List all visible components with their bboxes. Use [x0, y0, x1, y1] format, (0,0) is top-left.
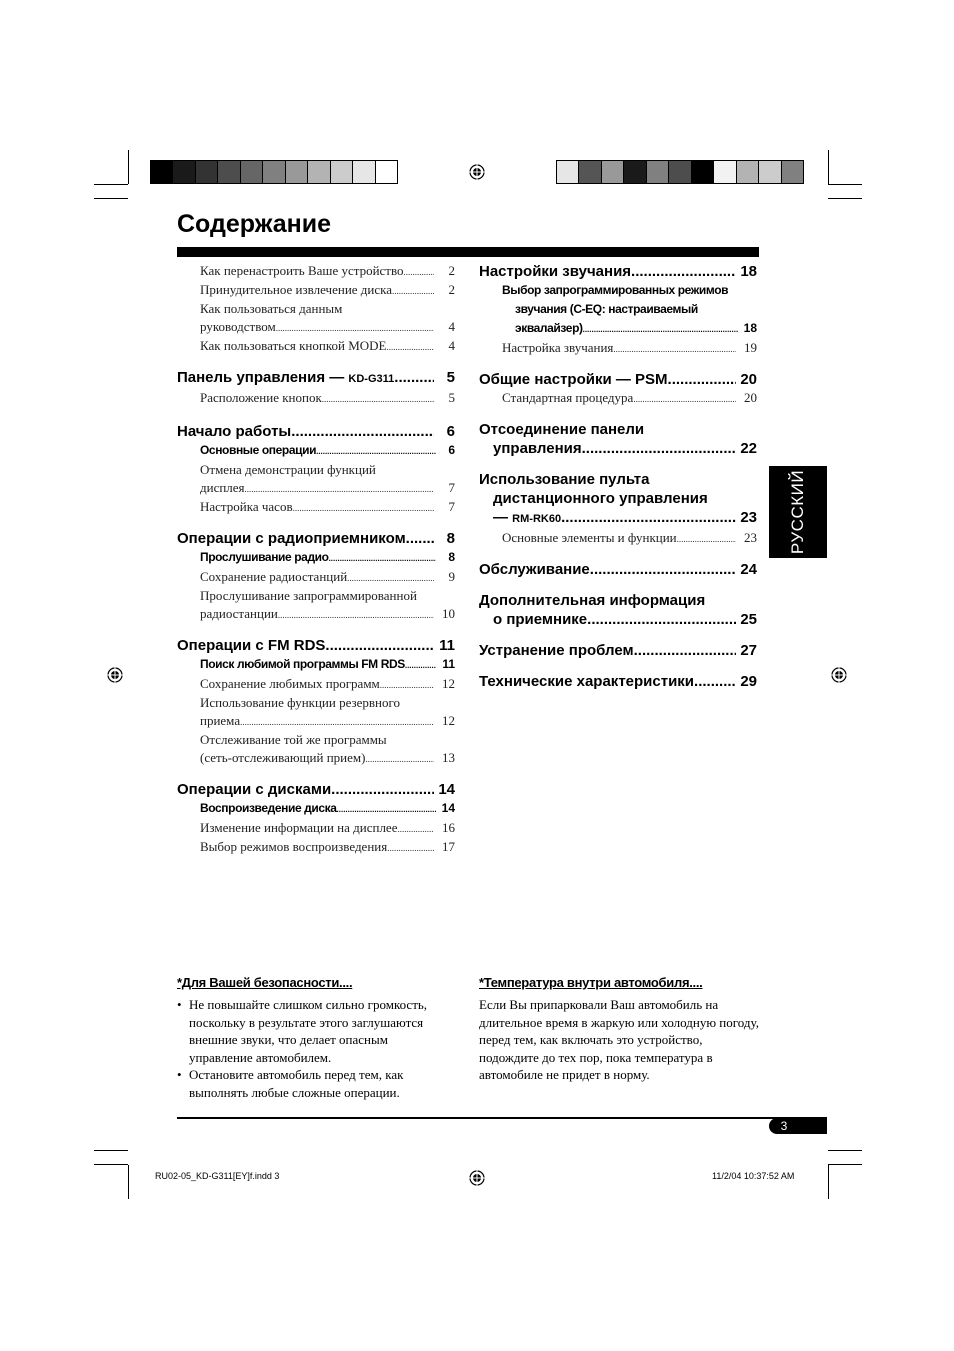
color-swatch: [196, 161, 218, 183]
toc-item-line: Использование функции резервного: [200, 695, 401, 710]
toc-item[interactable]: Как пользоваться кнопкой MODE ..... 4: [177, 337, 455, 356]
safety-note: [177, 975, 447, 1101]
page-number-tab: [769, 1118, 827, 1134]
crop-mark: [94, 1164, 128, 1165]
crop-mark: [94, 198, 128, 199]
toc-section-radio[interactable]: Операции с радиоприемником ..... 8: [177, 529, 455, 548]
crop-mark: [94, 1150, 128, 1151]
toc-item[interactable]: Основные элементы и функции ..... 23: [479, 529, 757, 548]
toc-item[interactable]: Стандартная процедура ..... 20: [479, 389, 757, 408]
toc-item[interactable]: радиостанции ..... 10: [177, 605, 455, 624]
toc-left-column: [177, 262, 455, 857]
toc-section-service[interactable]: Обслуживание ..... 24: [479, 560, 757, 579]
color-swatch: [151, 161, 173, 183]
toc-section-remote[interactable]: — RM-RK60 ..... 23: [479, 508, 757, 529]
registration-mark-icon: [107, 667, 123, 683]
language-label: РУССКИЙ: [788, 469, 807, 555]
toc-item-bold[interactable]: эквалайзер) ..... 18: [479, 319, 757, 339]
toc-item[interactable]: дисплея ..... 7: [177, 479, 455, 498]
temperature-heading: *Температура внутри автомобиля....: [479, 975, 703, 990]
toc-item[interactable]: Принудительное извлечение диска ..... 2: [177, 281, 455, 300]
crop-mark: [94, 184, 128, 185]
color-swatch: [782, 161, 803, 183]
toc-item[interactable]: Выбор режимов воспроизведения ..... 17: [177, 838, 455, 857]
color-swatch: [692, 161, 714, 183]
crop-mark: [828, 1165, 829, 1199]
toc-item-line: Отслеживание той же программы: [200, 732, 387, 747]
toc-section-sound[interactable]: Настройки звучания ..... 18: [479, 262, 757, 281]
toc-section-receiver[interactable]: о приемнике ..... 25: [479, 610, 757, 629]
toc-item-line: Как пользоваться данным: [200, 301, 343, 316]
list-item: • Остановите автомобиль перед тем, как выполнять любые сложные операции.: [177, 1066, 447, 1101]
color-calibration-bar-left: [150, 160, 398, 184]
toc-item[interactable]: руководством ..... 4: [177, 318, 455, 337]
color-swatch: [173, 161, 195, 183]
color-swatch: [241, 161, 263, 183]
footer-date: 11/2/04 10:37:52 AM: [712, 1171, 795, 1181]
registration-mark-icon: [469, 1170, 485, 1186]
toc-item[interactable]: Настройка звучания ..... 19: [479, 339, 757, 358]
color-swatch: [714, 161, 736, 183]
color-swatch: [737, 161, 759, 183]
color-swatch: [353, 161, 375, 183]
toc-item-line: Отмена демонстрации функций: [200, 462, 376, 477]
toc-item[interactable]: приема ..... 12: [177, 712, 455, 731]
toc-item[interactable]: Настройка часов ..... 7: [177, 498, 455, 517]
toc-section-detach[interactable]: управления ..... 22: [479, 439, 757, 458]
color-swatch: [602, 161, 624, 183]
color-swatch: [308, 161, 330, 183]
toc-section-disc[interactable]: Операции с дисками ..... 14: [177, 780, 455, 799]
temperature-text: Если Вы припарковали Ваш автомобиль на длительное время в жаркую или холодную погоду, перед тем, как включать это устройство, подождите до тех пор, пока температура в автомобиле не придет в норму.: [479, 997, 759, 1082]
color-swatch: [376, 161, 397, 183]
color-swatch: [331, 161, 353, 183]
color-swatch: [579, 161, 601, 183]
safety-heading: *Для Вашей безопасности....: [177, 975, 353, 990]
toc-item-bold-line: звучания (C-EQ: настраиваемый: [515, 302, 698, 316]
crop-mark: [828, 198, 862, 199]
language-tab: [769, 466, 827, 558]
bottom-rule: [177, 1117, 827, 1119]
toc-item[interactable]: Сохранение радиостанций ..... 9: [177, 568, 455, 587]
color-swatch: [669, 161, 691, 183]
color-swatch: [263, 161, 285, 183]
toc-section-line: дистанционного управления: [493, 490, 708, 507]
temperature-note: [479, 975, 759, 1084]
toc-section-line: Дополнительная информация: [479, 592, 706, 609]
color-swatch: [286, 161, 308, 183]
crop-mark: [128, 1165, 129, 1199]
toc-item[interactable]: (сеть-отслеживающий прием) ..... 13: [177, 749, 455, 768]
color-swatch: [759, 161, 781, 183]
toc-item-bold[interactable]: Поиск любимой программы FM RDS ..... 11: [177, 655, 455, 675]
crop-mark: [828, 1150, 862, 1151]
color-calibration-bar-right: [556, 160, 804, 184]
toc-right-column: [479, 262, 757, 691]
list-item: • Не повышайте слишком сильно громкость, поскольку в результате этого заглушаются внешние звуки, что делает опасным управление автомобилем.: [177, 996, 447, 1066]
registration-mark-icon: [469, 164, 485, 180]
page-number: 3: [780, 1119, 788, 1133]
registration-mark-icon: [831, 667, 847, 683]
safety-list: [177, 996, 447, 1101]
color-swatch: [647, 161, 669, 183]
toc-item-bold[interactable]: Воспроизведение диска ..... 14: [177, 799, 455, 819]
color-swatch: [218, 161, 240, 183]
color-swatch: [624, 161, 646, 183]
toc-item[interactable]: Как перенастроить Ваше устройство ..... 2: [177, 262, 455, 281]
toc-item-bold[interactable]: Основные операции ..... 6: [177, 441, 455, 461]
toc-item-bold-line: Выбор запрограммированных режимов: [502, 283, 729, 297]
toc-item[interactable]: Изменение информации на дисплее ..... 16: [177, 819, 455, 838]
toc-item-line: Прослушивание запрограммированной: [200, 588, 417, 603]
toc-section-specs[interactable]: Технические характеристики ..... 29: [479, 672, 757, 691]
toc-section-general[interactable]: Общие настройки — PSM ..... 20: [479, 370, 757, 389]
title-rule: [177, 247, 759, 257]
toc-section-rds[interactable]: Операции с FM RDS ..... 11: [177, 636, 455, 655]
crop-mark: [128, 150, 129, 184]
crop-mark: [828, 1164, 862, 1165]
toc-item[interactable]: Расположение кнопок ..... 5: [177, 389, 455, 408]
crop-mark: [828, 184, 862, 185]
toc-section-panel[interactable]: Панель управления — KD-G311 ..... 5: [177, 368, 455, 389]
toc-item-bold[interactable]: Прослушивание радио ..... 8: [177, 548, 455, 568]
toc-section-start[interactable]: Начало работы ..... 6: [177, 422, 455, 441]
toc-item[interactable]: Сохранение любимых программ ..... 12: [177, 675, 455, 694]
toc-section-line: Отсоединение панели: [479, 421, 645, 438]
toc-section-trouble[interactable]: Устранение проблем ..... 27: [479, 641, 757, 660]
crop-mark: [828, 150, 829, 184]
footer-file: RU02-05_KD-G311[EY]f.indd 3: [155, 1171, 280, 1181]
color-swatch: [557, 161, 579, 183]
toc-section-line: Использование пульта: [479, 471, 650, 488]
page-title: Содержание: [177, 210, 332, 238]
